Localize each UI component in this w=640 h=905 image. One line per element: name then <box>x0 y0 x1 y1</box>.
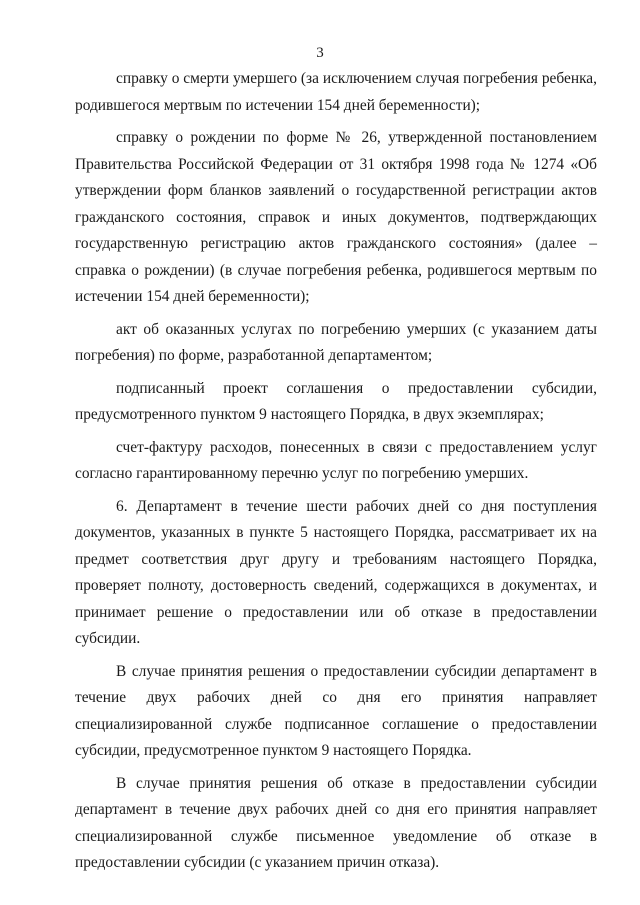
paragraph-signed-agreement: подписанный проект соглашения о предоставлении субсидии, предусмотренного пунктом 9 настоящего Порядка, в двух экземплярах; <box>75 379 597 423</box>
paragraph-birth-certificate: справку о рождении по форме № 26, утвержденной постановлением Правительства Российской Федерации от 31 октября 1998 года № 1274 «Об утверждении форм бланков заявлений о государственной регистрации актов гражданского состояния, справок и иных документов, подтверждающих государственную регистрацию актов гражданского состояния» (далее – справка о рождении) (в случае погребения ребенка, родившегося мертвым по истечении 154 дней беременности); <box>75 129 597 305</box>
document-body <box>75 66 597 883</box>
paragraph-death-certificate: справку о смерти умершего (за исключением случая погребения ребенка, родившегося мертвым по истечении 154 дней беременности); <box>75 70 597 114</box>
paragraph-services-act: акт об оказанных услугах по погребению умерших (с указанием даты погребения) по форме, разработанной департаментом; <box>75 320 597 364</box>
page-number: 3 <box>316 45 324 61</box>
paragraph-invoice: счет-фактуру расходов, понесенных в связи с предоставлением услуг согласно гарантированному перечню услуг по погребению умерших. <box>75 438 597 482</box>
paragraph-refusal-case: В случае принятия решения об отказе в предоставлении субсидии департамент в течение двух рабочих дней со дня его принятия направляет специализированной службе письменное уведомление об отказе в предоставлении субсидии (с указанием причин отказа). <box>75 774 597 871</box>
paragraph-approval-case: В случае принятия решения о предоставлении субсидии департамент в течение двух рабочих дней со дня его принятия направляет специализированной службе подписанное соглашение о предоставлении субсидии, предусмотренное пунктом 9 настоящего Порядка. <box>75 662 597 759</box>
paragraph-item-6: 6. Департамент в течение шести рабочих дней со дня поступления документов, указанных в пункте 5 настоящего Порядка, рассматривает их на предмет соответствия друг другу и требованиям настоящего Порядка, проверяет полноту, достоверность сведений, содержащихся в документах, и принимает решение о предоставлении или об отказе в предоставлении субсидии. <box>75 497 597 647</box>
